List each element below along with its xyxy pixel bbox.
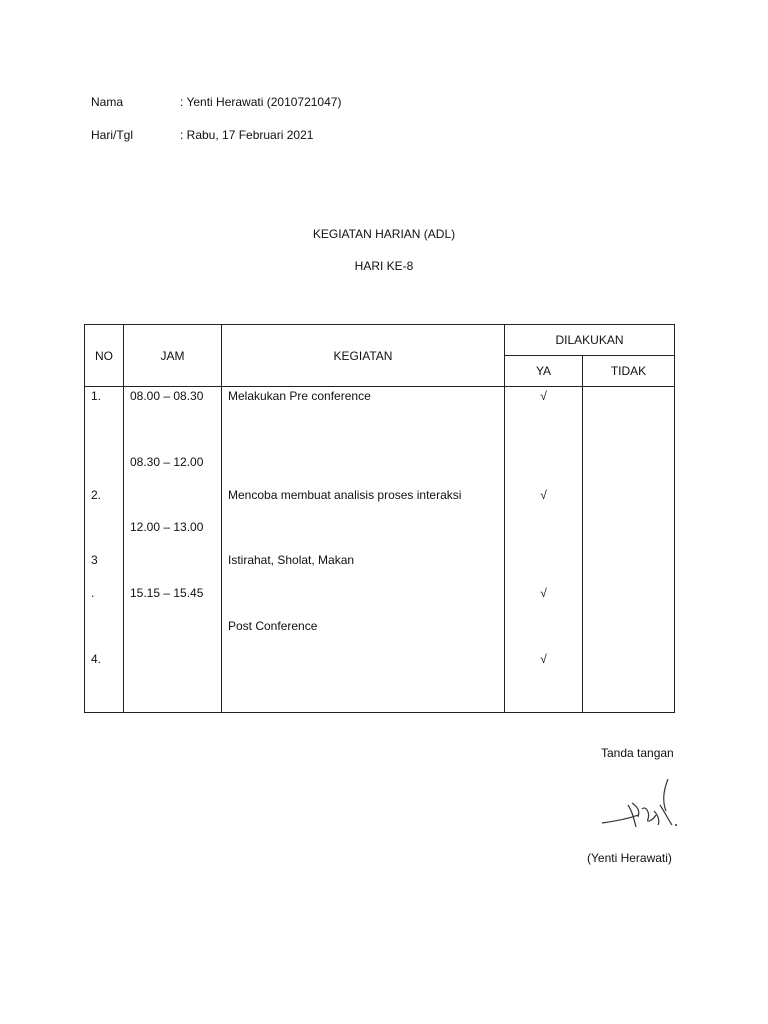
kegiatan-line: Mencoba membuat analisis proses interaksi	[228, 488, 462, 502]
kegiatan-line: Melakukan Pre conference	[228, 389, 371, 403]
no-line: 4.	[91, 652, 102, 666]
activity-table	[84, 324, 675, 713]
check-mark: √	[540, 586, 547, 600]
jam-line: 12.00 – 13.00	[130, 520, 204, 534]
kegiatan-line: Istirahat, Sholat, Makan	[228, 553, 355, 567]
header-kegiatan: KEGIATAN	[222, 325, 505, 387]
no-line: 2.	[91, 488, 102, 502]
no-column-cell	[85, 387, 124, 713]
header-dilakukan: DILAKUKAN	[505, 325, 675, 356]
tgl-value: : Rabu, 17 Februari 2021	[180, 128, 314, 142]
header-ya: YA	[505, 356, 583, 387]
no-line: .	[91, 586, 95, 600]
check-mark: √	[540, 389, 547, 403]
header-no: NO	[85, 325, 124, 387]
signature-label: Tanda tangan	[601, 746, 674, 760]
header-tidak: TIDAK	[583, 356, 675, 387]
kegiatan-column-cell	[222, 387, 505, 713]
signature-name: (Yenti Herawati)	[587, 851, 672, 865]
header-jam: JAM	[124, 325, 222, 387]
document-subtitle: HARI KE-8	[354, 259, 414, 273]
kegiatan-line: Post Conference	[228, 619, 318, 633]
jam-column-cell	[124, 387, 222, 713]
nama-value: : Yenti Herawati (2010721047)	[180, 95, 342, 109]
jam-line: 08.30 – 12.00	[130, 455, 204, 469]
check-mark: √	[540, 652, 547, 666]
jam-line: 08.00 – 08.30	[130, 389, 204, 403]
jam-line: 15.15 – 15.45	[130, 586, 204, 600]
no-line: 3	[91, 553, 98, 567]
no-line: 1.	[91, 389, 102, 403]
tidak-column-cell	[583, 387, 675, 713]
nama-label: Nama	[91, 95, 124, 109]
tgl-label: Hari/Tgl	[91, 128, 134, 142]
ya-column-cell	[505, 387, 583, 713]
document-title: KEGIATAN HARIAN (ADL)	[312, 227, 456, 241]
signature-image	[598, 775, 684, 837]
check-mark: √	[540, 488, 547, 502]
